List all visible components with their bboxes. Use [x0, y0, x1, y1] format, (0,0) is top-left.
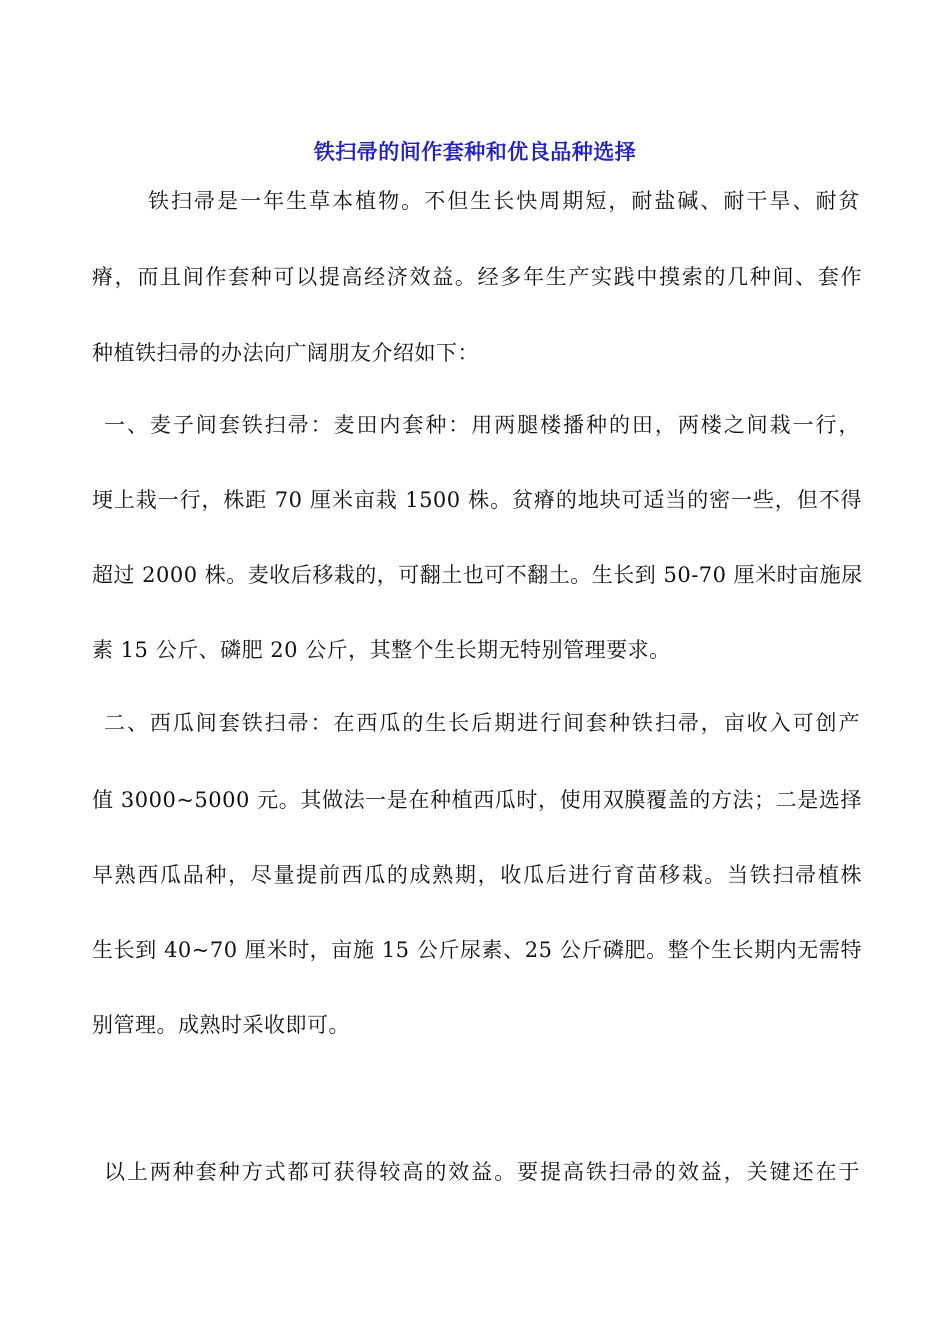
paragraph-1-line-3: 种植铁扫帚的办法向广阔朋友介绍如下：	[92, 341, 479, 365]
paragraph-1-line-1: 铁扫帚是一年生草本植物。不但生长快周期短，耐盐碱、耐干旱、耐贫	[148, 189, 860, 213]
paragraph-3-line-3: 早熟西瓜品种，尽量提前西瓜的成熟期，收瓜后进行育苗移栽。当铁扫帚植株	[92, 863, 862, 887]
document-title: 铁扫帚的间作套种和优良品种选择	[313, 140, 637, 164]
paragraph-3-line-4: 生长到 40~70 厘米时，亩施 15 公斤尿素、25 公斤磷肥。整个生长期内无需特	[92, 938, 862, 962]
paragraph-3-line-5: 别管理。成熟时采收即可。	[92, 1013, 350, 1037]
paragraph-2-line-2: 埂上栽一行，株距 70 厘米亩栽 1500 株。贫瘠的地块可适当的密一些，但不得	[92, 488, 862, 512]
paragraph-3-line-2: 值 3000~5000 元。其做法一是在种植西瓜时，使用双膜覆盖的方法；二是选择	[92, 788, 862, 812]
paragraph-3-line-1: 二、西瓜间套铁扫帚：在西瓜的生长后期进行间套种铁扫帚，亩收入可创产	[104, 711, 860, 735]
paragraph-2-line-4: 素 15 公斤、磷肥 20 公斤，其整个生长期无特别管理要求。	[92, 638, 671, 662]
paragraph-4-line-1: 以上两种套种方式都可获得较高的效益。要提高铁扫帚的效益，关键还在于	[104, 1160, 860, 1184]
paragraph-2-line-1: 一、麦子间套铁扫帚：麦田内套种：用两腿楼播种的田，两楼之间栽一行，	[104, 413, 860, 437]
paragraph-1-line-2: 瘠，而且间作套种可以提高经济效益。经多年生产实践中摸索的几种间、套作	[92, 265, 862, 289]
paragraph-2-line-3: 超过 2000 株。麦收后移栽的，可翻土也可不翻土。生长到 50-70 厘米时亩施尿	[92, 563, 863, 587]
